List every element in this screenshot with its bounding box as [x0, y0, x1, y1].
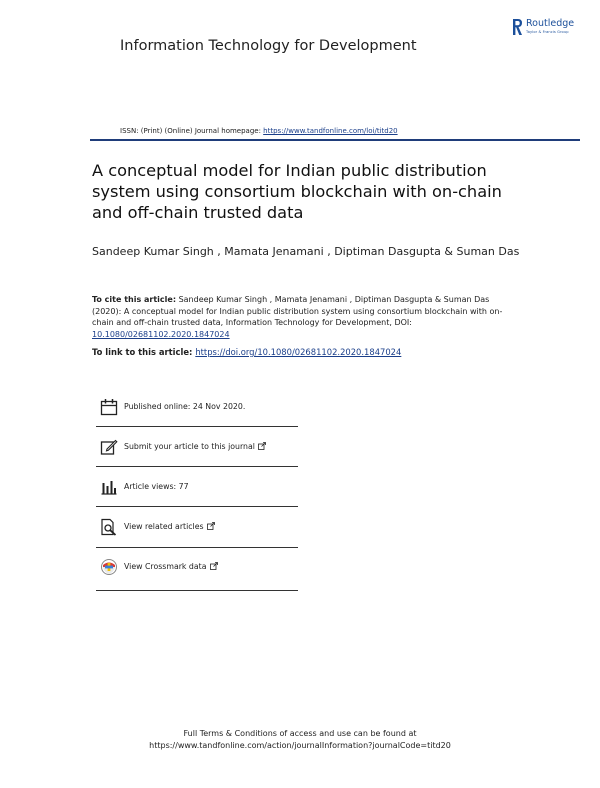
submit-article-label: Submit your article to this journal [124, 442, 255, 451]
citation-block [92, 294, 512, 340]
routledge-logo[interactable] [512, 18, 590, 40]
info-published [96, 396, 298, 436]
article-link-label: To link to this article: [92, 347, 196, 357]
article-authors: Sandeep Kumar Singh , Mamata Jenamani , Diptiman Dasgupta & Suman Das [92, 245, 520, 258]
footer-url[interactable]: https://www.tandfonline.com/action/journalInformation?journalCode=titd20 [149, 740, 451, 750]
article-title: A conceptual model for Indian public distribution system using consortium blockchain with on-chain and off-chain trusted data [92, 161, 502, 222]
submit-article-link[interactable] [124, 442, 266, 451]
journal-title: Information Technology for Development [120, 38, 417, 54]
external-link-icon [207, 522, 215, 530]
issn-prefix: ISSN: (Print) (Online) Journal homepage: [120, 127, 264, 135]
related-articles-label: View related articles [124, 522, 204, 531]
logo-tagline: Taylor & Francis Group [526, 30, 569, 34]
external-link-icon [210, 562, 218, 570]
article-link-line [92, 347, 401, 357]
published-date: Published online: 24 Nov 2020. [124, 402, 246, 411]
footer [0, 728, 600, 751]
article-doi-url[interactable]: https://doi.org/10.1080/02681102.2020.1847024 [195, 347, 402, 357]
issn-line [120, 127, 398, 135]
calendar-icon [100, 398, 118, 416]
citation-label: To cite this article: [92, 295, 177, 304]
citation-text: Sandeep Kumar Singh , Mamata Jenamani , Diptiman Dasgupta & Suman Das (2020): A conceptual model for Indian public distribution system using consortium blockchain with on-chain and off-chain trusted data, Information Technology for Development, DOI: [92, 295, 503, 327]
logo-name: Routledge [526, 18, 575, 29]
header-divider [90, 139, 580, 141]
info-divider [96, 547, 298, 548]
footer-terms: Full Terms & Conditions of access and use can be found at [183, 729, 417, 738]
info-divider [96, 426, 298, 427]
article-views: Article views: 77 [124, 482, 189, 491]
journal-homepage-link[interactable]: https://www.tandfonline.com/loi/titd20 [263, 127, 398, 135]
crossmark-label: View Crossmark data [124, 562, 207, 571]
info-related[interactable] [96, 516, 298, 556]
routledge-r-icon [512, 18, 523, 36]
edit-icon [100, 438, 118, 456]
crossmark-link[interactable] [124, 562, 218, 571]
related-articles-icon [100, 518, 118, 536]
bar-chart-icon [100, 478, 118, 496]
related-articles-link[interactable] [124, 522, 215, 531]
info-divider [96, 506, 298, 507]
info-divider [96, 590, 298, 591]
citation-doi-link[interactable]: 10.1080/02681102.2020.1847024 [92, 329, 230, 339]
article-info-list [96, 396, 298, 596]
info-submit[interactable] [96, 436, 298, 476]
crossmark-icon [100, 558, 118, 576]
info-divider [96, 466, 298, 467]
external-link-icon [258, 442, 266, 450]
info-views [96, 476, 298, 516]
